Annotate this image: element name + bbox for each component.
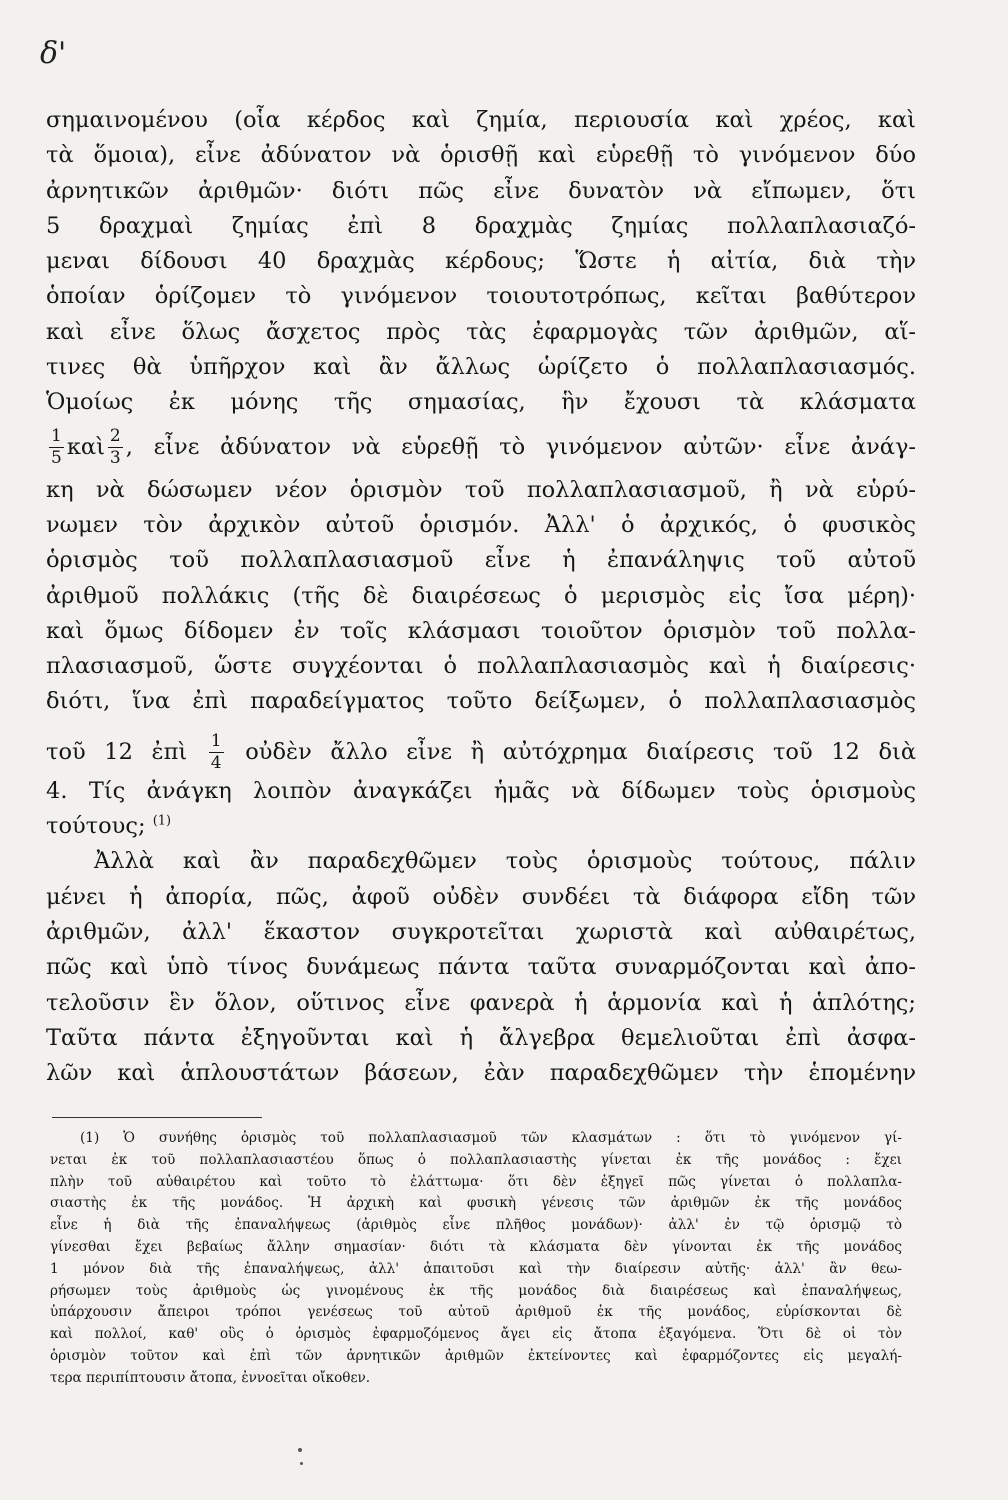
- footnote-line: ὑπάρχουσιν ἄπειροι τρόποι γενέσεως τοῦ αὐτοῦ ἀριθμοῦ ἐκ τῆς μονάδος, εὑρίσκονται δὲ: [50, 1304, 902, 1321]
- fraction-line-2: [46, 726, 916, 774]
- text-line: ἀριθμῶν, ἀλλ' ἕκαστον συγκροτεῖται χωριστὰ καὶ αὐθαιρέτως,: [46, 918, 916, 945]
- footnote-line: νεται ἐκ τοῦ πολλαπλασιαστέου ὅπως ὁ πολλαπλασιαστὴς γίνεται ἐκ τῆς μονάδος : ἔχει: [50, 1151, 902, 1168]
- text-line: καὶ ὅμως δίδομεν ἐν τοῖς κλάσμασι τοιοῦτον ὁρισμὸν τοῦ πολλα-: [46, 617, 916, 644]
- text-line: μεναι δίδουσι 40 δραχμὰς κέρδους; Ὥστε ἡ αἰτία, διὰ τὴν: [46, 248, 916, 275]
- text-line: τελοῦσιν ἓν ὅλον, οὕτινος εἶνε φανερὰ ἡ ἁρμονία καὶ ἡ ἁπλότης;: [46, 989, 916, 1016]
- text-line: Ἀλλὰ καὶ ἂν παραδεχθῶμεν τοὺς ὁρισμοὺς τούτους, πάλιν: [94, 848, 916, 875]
- text-line: ὁρισμὸς τοῦ πολλαπλασιασμοῦ εἶνε ἡ ἐπανάληψις τοῦ αὐτοῦ: [46, 547, 916, 574]
- footnote-divider: [52, 1117, 262, 1118]
- text-line: 5 δραχμαὶ ζημίας ἐπὶ 8 δραχμὰς ζημίας πολλαπλασιαζό-: [46, 212, 916, 239]
- text-line: πλασιασμοῦ, ὥστε συγχέονται ὁ πολλαπλασιασμὸς καὶ ἡ διαίρεσις·: [46, 653, 916, 680]
- text-line: σημαινομένου (οἷα κέρδος καὶ ζημία, περιουσία καὶ χρέος, καὶ: [46, 107, 916, 133]
- fraction-numerator: 2: [109, 426, 121, 447]
- text-line: καὶ εἶνε ὅλως ἄσχετος πρὸς τὰς ἐφαρμογὰς τῶν ἀριθμῶν, αἵ-: [46, 318, 916, 345]
- footnote-line: ρήσωμεν τοὺς ἀριθμοὺς ὡς γινομένους ἐκ τῆς μονάδος διὰ διαιρέσεως καὶ ἐπαναλήψεως,: [50, 1282, 902, 1299]
- fraction-line: [46, 421, 916, 473]
- footnote-line: καὶ πολλοί, καθ' οὓς ὁ ὁρισμὸς ἐφαρμοζόμενος ἄγει εἰς ἄτοπα ἐξαγόμενα. Ὅτι δὲ οἱ τὸν: [50, 1326, 902, 1343]
- text-block-3: [46, 774, 916, 809]
- paper-speck: [298, 1448, 302, 1452]
- text-block-1: [46, 103, 916, 421]
- fraction-denominator: 4: [210, 753, 222, 774]
- page-number: δ': [40, 36, 67, 71]
- footnote: [50, 1128, 902, 1390]
- text-line: 4. Τίς ἀνάγκη λοιπὸν ἀναγκάζει ἡμᾶς νὰ δίδωμεν τοὺς ὁρισμοὺς: [46, 777, 916, 804]
- paper-speck: [300, 1462, 303, 1465]
- footnote-line: 1 μόνον διὰ τῆς ἐπαναλήψεως, ἀλλ' ἀπαιτοῦσι καὶ τὴν διαίρεσιν αὐτῆς· ἀλλ' ἂν θεω-: [50, 1260, 902, 1277]
- text-line: πῶς καὶ ὑπὸ τίνος δυνάμεως πάντα ταῦτα συναρμόζονται καὶ ἀπο-: [46, 954, 916, 981]
- fraction-line-2-after: οὐδὲν ἄλλο εἶνε ἢ αὐτόχρημα διαίρεσις τοῦ 12 διὰ: [245, 738, 916, 765]
- footnote-line: γίνεσθαι ἔχει βεβαίως ἄλλην σημασίαν· διότι τὰ κλάσματα δὲν γίνονται ἐκ τῆς μονάδος: [50, 1238, 902, 1255]
- text-line: ὁποίαν ὁρίζομεν τὸ γινόμενον τοιουτοτρόπως, κεῖται βαθύτερον: [46, 283, 916, 310]
- fraction-one-quarter: [209, 733, 224, 772]
- footnote-ref-line-text: τούτους;: [46, 813, 146, 840]
- text-line: νωμεν τὸν ἀρχικὸν αὐτοῦ ὁρισμόν. Ἀλλ' ὁ ἀρχικός, ὁ φυσικὸς: [46, 511, 916, 538]
- footnote-line: σιαστὴς ἐκ τῆς μονάδος. Ἡ ἀρχικὴ καὶ φυσικὴ γένεσις τῶν ἀριθμῶν ἐκ τῆς μονάδος: [50, 1195, 902, 1212]
- conjunction: καὶ: [66, 433, 105, 460]
- text-line: ἀρνητικῶν ἀριθμῶν· διότι πῶς εἶνε δυνατὸν νὰ εἴπωμεν, ὅτι: [46, 177, 916, 204]
- text-block-2: [46, 473, 916, 720]
- fraction-numerator: 1: [210, 731, 222, 752]
- text-line: ἀριθμοῦ πολλάκις (τῆς δὲ διαιρέσεως ὁ μερισμὸς εἰς ἴσα μέρη)·: [46, 582, 916, 609]
- text-line: τὰ ὅμοια), εἶνε ἀδύνατον νὰ ὁρισθῇ καὶ εὑρεθῇ τὸ γινόμενον δύο: [46, 142, 916, 169]
- footnote-line: (1) Ὁ συνήθης ὁρισμὸς τοῦ πολλαπλασιασμοῦ τῶν κλασμάτων : ὅτι τὸ γινόμενον γί-: [80, 1130, 902, 1146]
- footnote-line: τερα περιπίπτουσιν ἄτοπα, ἐννοεῖται οἴκοθεν.: [50, 1369, 371, 1386]
- text-line: Ὁμοίως ἐκ μόνης τῆς σημασίας, ἣν ἔχουσι τὰ κλάσματα: [46, 389, 916, 416]
- fraction-denominator: 5: [51, 448, 62, 469]
- text-line: Ταῦτα πάντα ἐξηγοῦνται καὶ ἡ ἄλγεβρα θεμελιοῦται ἐπὶ ἀσφα-: [46, 1024, 916, 1051]
- text-line: τινες θὰ ὑπῆρχον καὶ ἂν ἄλλως ὡρίζετο ὁ πολλαπλασιασμός.: [46, 354, 916, 381]
- main-text: [46, 103, 916, 1091]
- fraction-numerator: 1: [51, 426, 62, 447]
- text-line: κη νὰ δώσωμεν νέον ὁρισμὸν τοῦ πολλαπλασιασμοῦ, ἢ νὰ εὑρύ-: [46, 476, 916, 503]
- text-line: μένει ἡ ἀπορία, πῶς, ἀφοῦ οὐδὲν συνδέει τὰ διάφορα εἴδη τῶν: [46, 883, 916, 910]
- fraction-two-thirds: [108, 428, 123, 467]
- text-block-4: [46, 844, 916, 1091]
- text-line: διότι, ἵνα ἐπὶ παραδείγματος τοῦτο δείξωμεν, ὁ πολλαπλασιασμὸς: [46, 688, 916, 715]
- fraction-one-fifth: [49, 428, 64, 467]
- fraction-line-2-before: τοῦ 12 ἐπὶ: [46, 738, 188, 765]
- text-line: λῶν καὶ ἁπλουστάτων βάσεων, ἐὰν παραδεχθῶμεν τὴν ἑπομένην: [46, 1060, 916, 1087]
- fraction-line-rest: , εἶνε ἀδύνατον νὰ εὑρεθῇ τὸ γινόμενον αὐτῶν· εἶνε ἀνάγ-: [125, 433, 916, 460]
- fraction-denominator: 3: [109, 448, 121, 469]
- footnote-line: εἶνε ἡ διὰ τῆς ἐπαναλήψεως (ἀριθμὸς εἶνε πλῆθος μονάδων)· ἀλλ' ἐν τῷ ὁρισμῷ τὸ: [50, 1217, 902, 1234]
- footnote-ref-line: [46, 809, 916, 844]
- footnote-marker: (1): [152, 813, 172, 829]
- footnote-line: πλὴν τοῦ αὐθαιρέτου καὶ τοῦτο τὸ ἐλάττωμα· ὅτι δὲν ἐξηγεῖ πῶς γίνεται ὁ πολλαπλα-: [50, 1173, 902, 1190]
- footnote-line: ὁρισμὸν τοῦτον καὶ ἐπὶ τῶν ἀρνητικῶν ἀριθμῶν ἐκτείνοντες καὶ ἐφαρμόζοντες εἰς μεγαλή-: [50, 1347, 902, 1364]
